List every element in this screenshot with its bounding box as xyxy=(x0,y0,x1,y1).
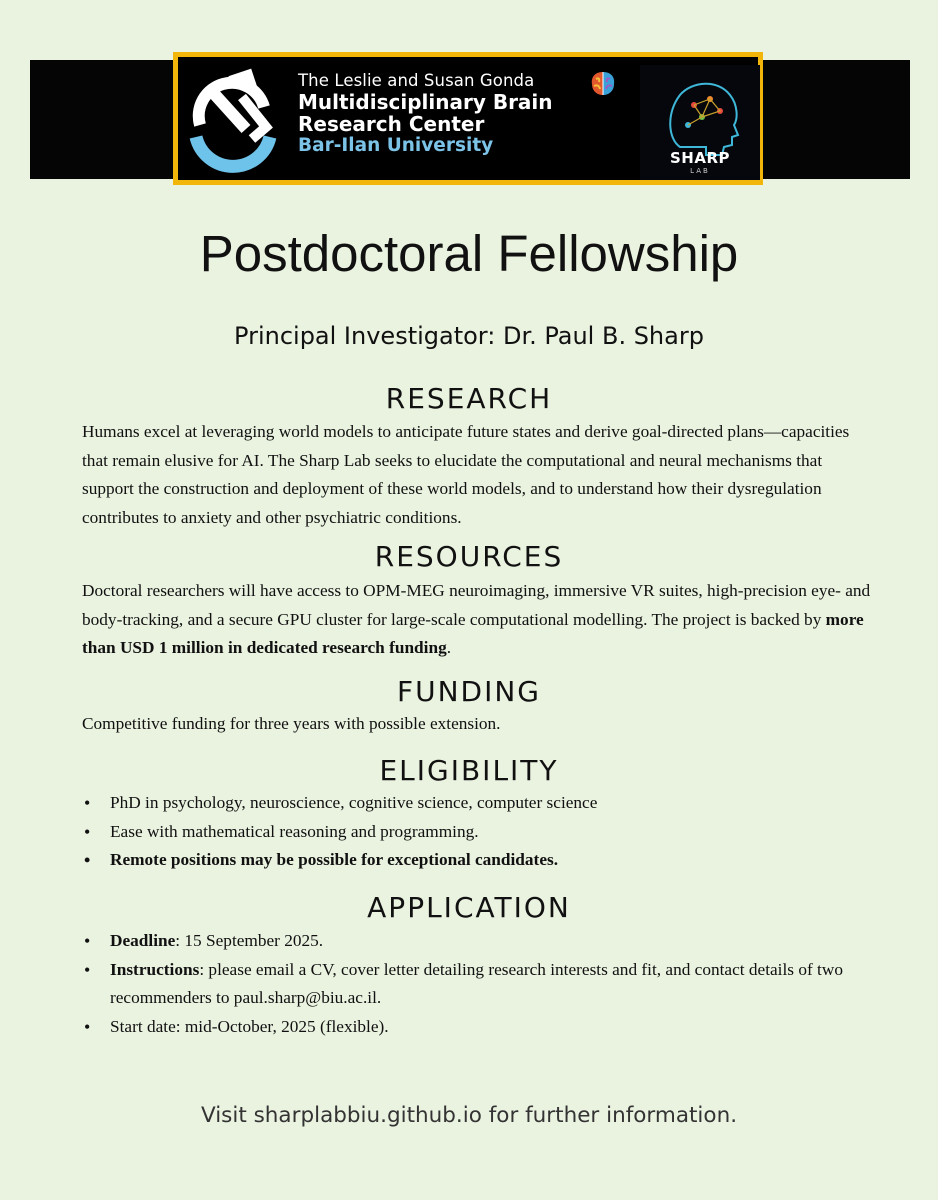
institution-line-4: Bar-Ilan University xyxy=(298,134,494,156)
application-list xyxy=(82,927,862,1041)
list-item xyxy=(82,927,862,956)
institution-name xyxy=(298,72,553,157)
list-item: • Start date: mid-October, 2025 (flexible). xyxy=(82,1013,862,1042)
research-heading: RESEARCH xyxy=(385,382,553,415)
principal-investigator: Principal Investigator: Dr. Paul B. Sharp xyxy=(234,322,704,350)
instructions-label: Instructions xyxy=(110,959,200,979)
eligibility-heading: ELIGIBILITY xyxy=(379,754,559,787)
research-text: Humans excel at leveraging world models to anticipate future states and derive goal-directed plans—capacities that remain elusive for AI. The Sharp Lab seeks to elucidate the computational and neural mechanisms that support the construction and deployment of these world models, and to understand how their dysregulation contributes to anxiety and other psychiatric conditions. xyxy=(82,422,850,527)
application-heading: APPLICATION xyxy=(367,891,571,924)
resources-text-after: . xyxy=(446,638,452,657)
resources-funding-highlight: more than USD 1 million in dedicated research funding xyxy=(82,609,864,657)
list-item: • PhD in psychology, neuroscience, cognitive science, computer science xyxy=(82,789,862,818)
eligibility-list xyxy=(82,789,862,875)
footer-link-text: Visit sharplabbiu.github.io for further information. xyxy=(200,1103,738,1128)
page-title: Postdoctoral Fellowship xyxy=(199,225,739,282)
deadline-label: Deadline xyxy=(110,931,176,950)
institution-line-2: Multidisciplinary Brain xyxy=(298,89,553,114)
institution-line-3: Research Center xyxy=(298,112,485,137)
sharp-lab-name: SHARP xyxy=(669,149,730,167)
funding-heading: FUNDING xyxy=(396,675,541,708)
logo-frame xyxy=(173,52,763,185)
bar-ilan-university-logo xyxy=(186,67,278,175)
resources-text-before: Doctoral researchers will have access to OPM-MEG neuroimaging, immersive VR suites, high-precision eye- and body-tracking, and a secure GPU cluster for large-scale computational modelling. The project is backed by xyxy=(82,581,871,629)
deadline-value: : 15 September 2025. xyxy=(175,931,324,950)
list-item xyxy=(82,956,862,1013)
resources-text xyxy=(82,577,872,663)
funding-text: Competitive funding for three years with possible extension. xyxy=(82,714,501,733)
list-item: • Ease with mathematical reasoning and programming. xyxy=(82,818,862,847)
instructions-value: : please email a CV, cover letter detailing research interests and fit, and contact details of two recommenders to paul.sharp@biu.ac.il. xyxy=(110,959,843,1007)
list-item: • Remote positions may be possible for exceptional candidates. xyxy=(82,846,862,875)
brain-icon xyxy=(588,69,618,99)
resources-heading: RESOURCES xyxy=(374,540,564,573)
sharp-lab-subtitle: LAB xyxy=(690,167,710,175)
institution-line-1: The Leslie and Susan Gonda xyxy=(298,71,535,90)
